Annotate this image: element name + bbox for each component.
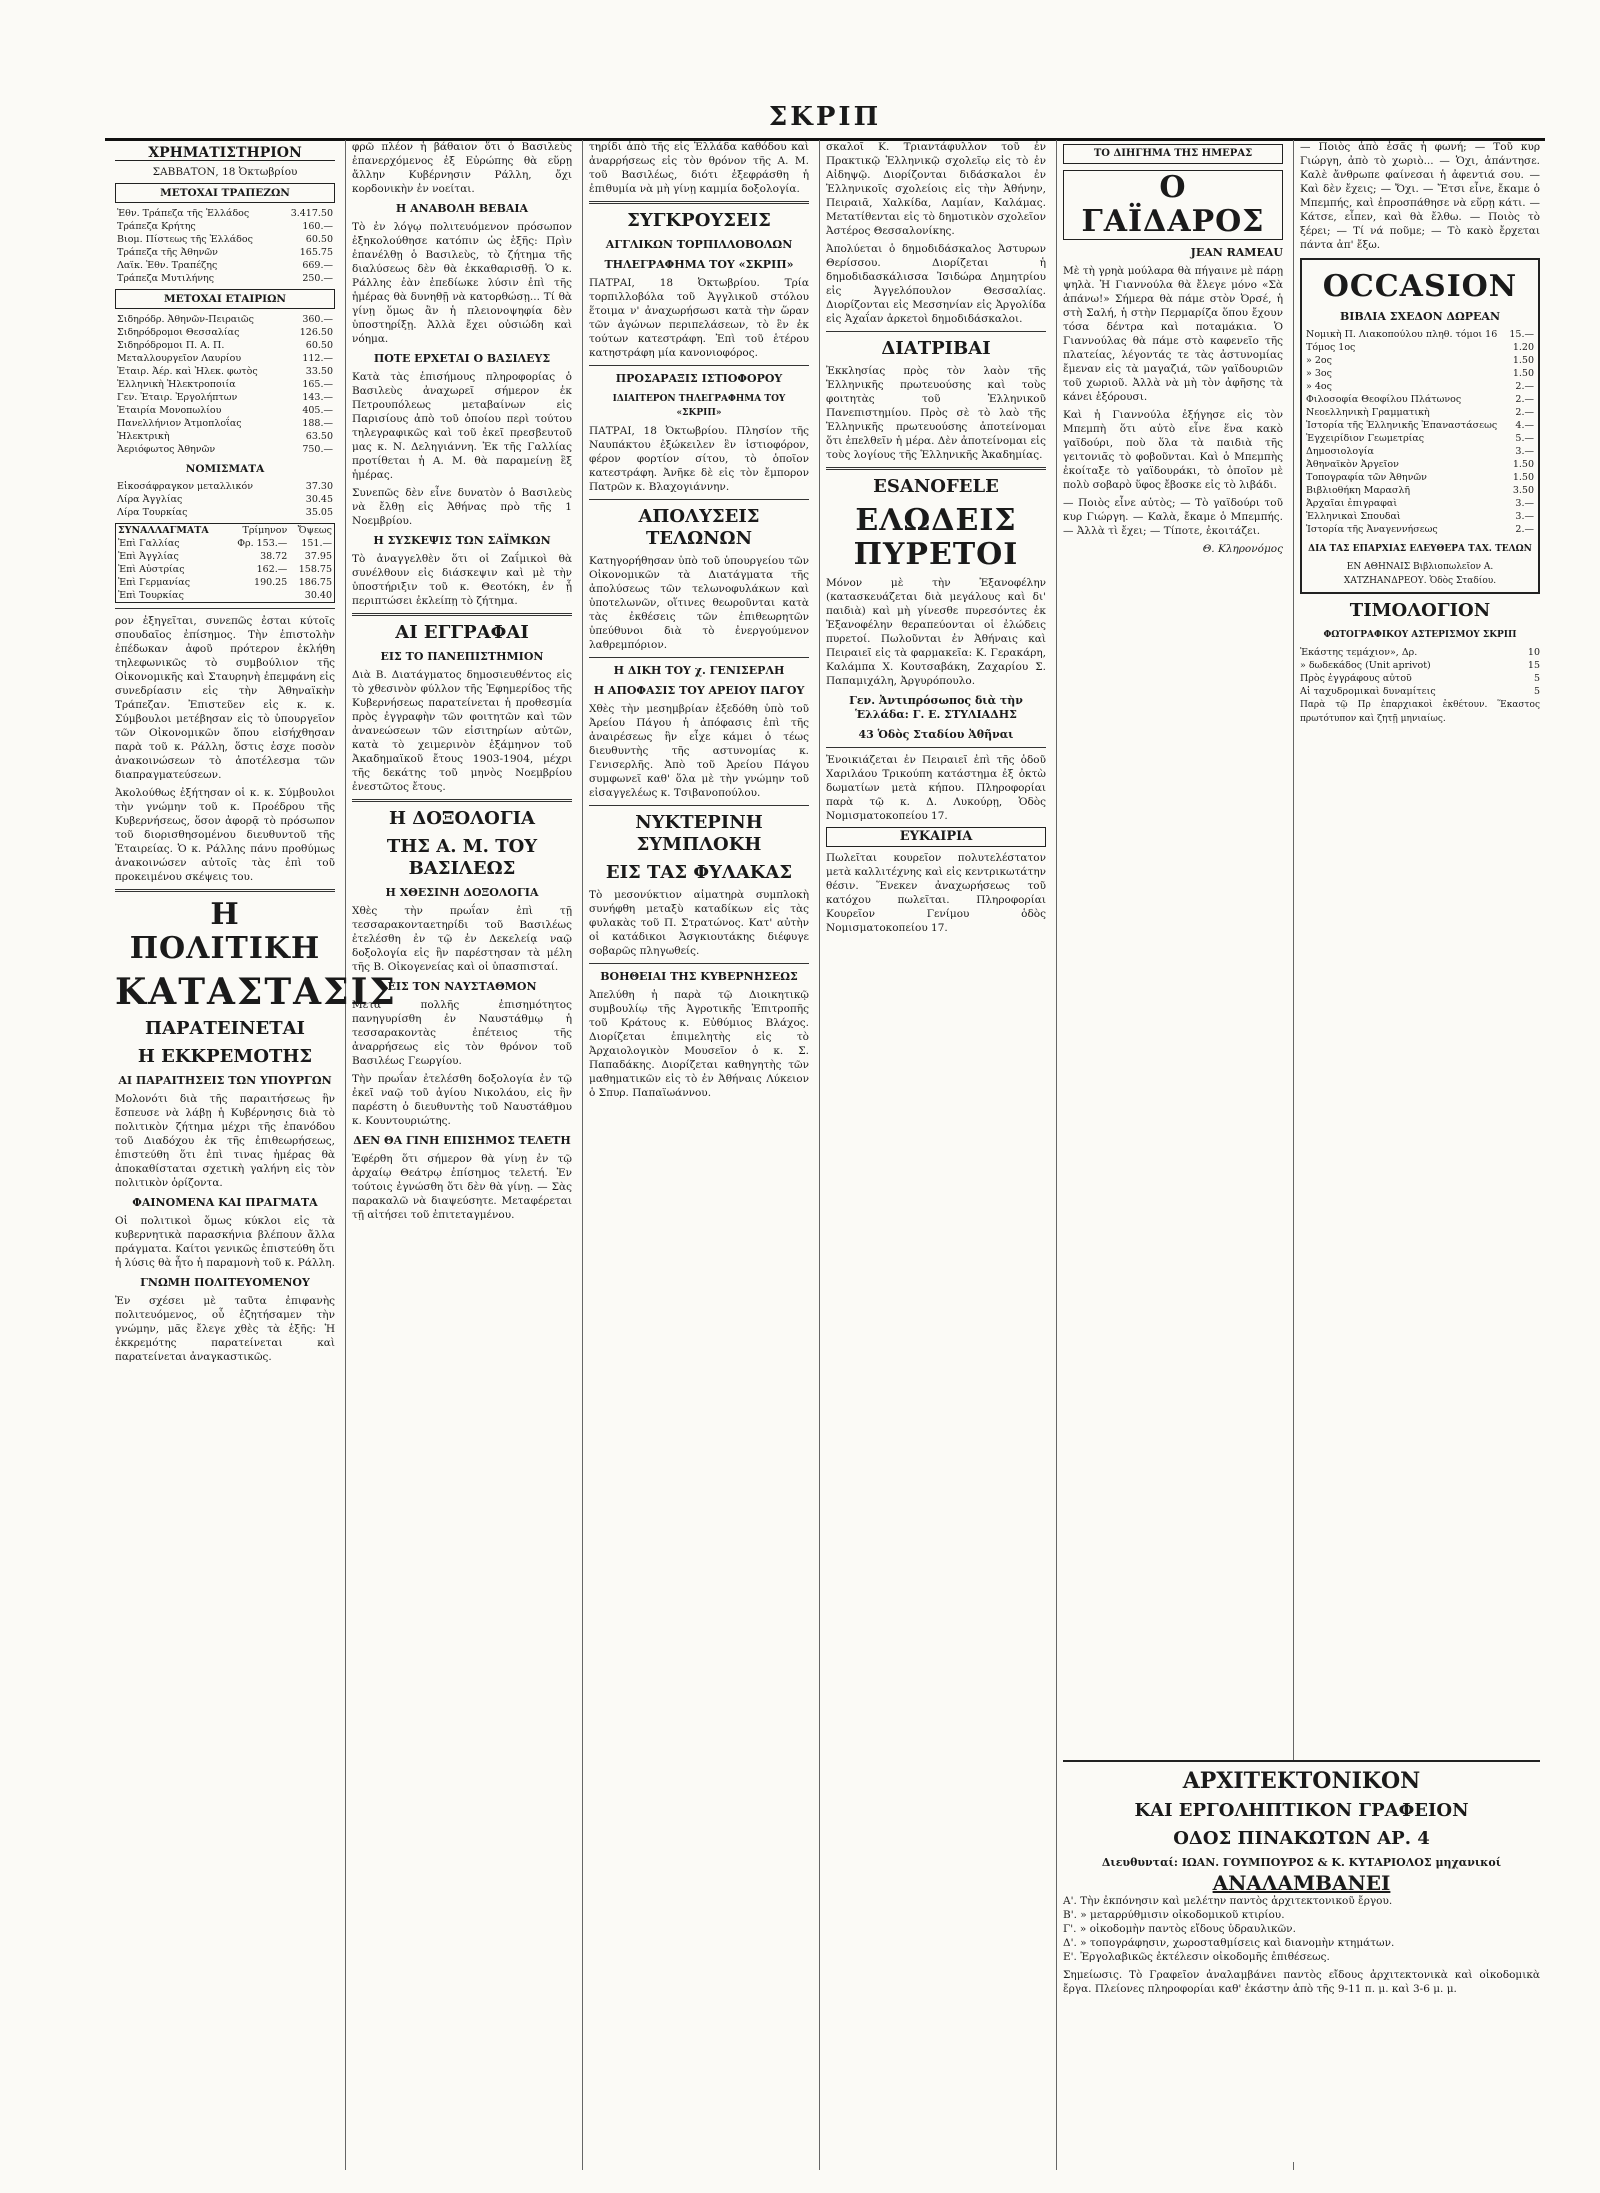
item-label: Ἱστορία τῆς Ἀναγεννήσεως — [1306, 524, 1438, 535]
books-seller: ΕΝ ΑΘΗΝΑΙΣ Βιβλιοπωλεῖον Α. ΧΑΤΖΗΑΝΔΡΕΟΥ. Ὁδὸς Σταδίου. — [1343, 562, 1497, 586]
row-label: Τράπεζα τῆς Ἀθηνῶν — [117, 247, 218, 258]
book-row — [1306, 354, 1534, 367]
occasion-heading: OCCASION — [1322, 269, 1518, 304]
story-signature: Θ. Κληρονόμος — [1202, 543, 1283, 555]
row-value: 405.— — [302, 405, 333, 416]
row-value: 37.30 — [305, 481, 333, 492]
navy-heading: ΕΙΣ ΤΟΝ ΝΑΥΣΤΑΘΜΟΝ — [387, 980, 537, 993]
item-price: 3.— — [1515, 498, 1534, 509]
story-author: JEAN RAMEAU — [1190, 246, 1283, 259]
books-list — [1306, 328, 1534, 536]
postponement-heading: Η ΑΝΑΒΟΛΗ ΒΕΒΑΙΑ — [395, 202, 529, 215]
arch-services-list — [1063, 1894, 1540, 1964]
row-value: 38.72 — [260, 551, 288, 562]
row-value: 750.— — [302, 444, 333, 455]
fx-table — [115, 523, 335, 603]
coins-table — [115, 480, 335, 519]
company-shares-table — [115, 313, 335, 456]
coin-row — [115, 480, 335, 493]
company-share-row — [115, 313, 335, 326]
coin-row — [115, 506, 335, 519]
divider — [826, 331, 1046, 332]
article-text: Οἱ πολιτικοὶ ὅμως κύκλοι εἰς τὰ κυβερνητικὰ παρασκήνια βλέπουν ἄλλα πράγματα. Καίτοι γενικῶς ἐπιστεύθη ὅτι ἡ λύσις θὰ ἦτο ἡ παραμονὴ τοῦ κ. Ράλλη. — [115, 1215, 335, 1269]
item-label: Νεοελληνικὴ Γραμματικὴ — [1306, 407, 1430, 418]
clash-heading-1: ΣΥΓΚΡΟΥΣΕΙΣ — [627, 210, 771, 231]
article-text: Τὴν πρωΐαν ἐτελέσθη δοξολογία ἐν τῷ ἐκεῖ ναῷ τοῦ ἁγίου Νικολάου, εἰς ἣν παρέστη ὁ διευθυντὴς τοῦ Ναυστάθμου κ. Κουντουριώτης. — [352, 1073, 572, 1127]
row-value: 60.50 — [305, 340, 333, 351]
item-price: 2.— — [1515, 394, 1534, 405]
assist-heading: ΒΟΗΘΕΙΑΙ ΤΗΣ ΚΥΒΕΡΝΗΣΕΩΣ — [600, 970, 798, 983]
bank-share-row — [115, 233, 335, 246]
divider — [589, 657, 809, 658]
divider — [352, 613, 572, 616]
item-label: Ἀθηναϊκὸν Ἀργεῖον — [1306, 459, 1399, 470]
divider — [589, 201, 809, 204]
item-price: 3.50 — [1512, 485, 1534, 496]
row-value: 186.75 — [298, 577, 332, 588]
item-label: Ἱστορία τῆς Ἑλληνικῆς Ἐπαναστάσεως — [1306, 420, 1498, 431]
stock-date: ΣΑΒΒΑΤΟΝ, 18 Ὀκτωβρίου — [152, 166, 298, 178]
book-row — [1306, 328, 1534, 341]
row-label: Λίρα Ἀγγλίας — [117, 494, 183, 505]
arch-service-item: Γ'. » οἰκοδομὴν παντὸς εἴδους ὑδραυλικῶν. — [1063, 1923, 1296, 1935]
row-label: Ἐταιρ. Ἀέρ. καὶ Ἠλεκ. φωτὸς — [117, 366, 258, 377]
item-price: 15 — [1527, 660, 1540, 671]
arch-heading-1: ΑΡΧΙΤΕΚΤΟΝΙΚΟΝ — [1182, 1768, 1421, 1794]
arch-service-item: Δ'. » τοπογράφησιν, χωροσταθμίσεις καὶ διανομὴν κτημάτων. — [1063, 1937, 1395, 1949]
divider — [589, 499, 809, 500]
column-rule — [582, 140, 583, 2170]
opinion-heading: ΓΝΩΜΗ ΠΟΛΙΤΕΥΟΜΕΝΟΥ — [140, 1276, 310, 1289]
politics-headline-1: Η ΠΟΛΙΤΙΚΗ — [129, 897, 321, 966]
row-value: 188.— — [302, 418, 333, 429]
ceremony-heading: ΔΕΝ ΘΑ ΓΙΝΗ ΕΠΙΣΗΜΟΣ ΤΕΛΕΤΗ — [353, 1134, 571, 1147]
item-label: Φιλοσοφία Θεοφίλου Πλάτωνος — [1306, 394, 1462, 405]
article-text: Συνεπῶς δὲν εἶνε δυνατὸν ὁ Βασιλεὺς νὰ ἔλθῃ εἰς Ἀθήνας πρὸ τῆς 1 Νοεμβρίου. — [352, 487, 572, 527]
row-label: Λίρα Τουρκίας — [117, 507, 188, 518]
book-row — [1306, 510, 1534, 523]
row-value: 360.— — [302, 314, 333, 325]
book-row — [1306, 523, 1534, 536]
row-label: Σιδηρόδρομοι Π. Α. Π. — [117, 340, 225, 351]
item-price: 5 — [1533, 673, 1540, 684]
article-text: ΠΑΤΡΑΙ, 18 Ὀκτωβρίου. Τρία τορπιλλοβόλα τοῦ Ἀγγλικοῦ στόλου ἕτοιμα ν' ἀναχωρήσωσι κατὰ τὴν ὥραν τῶν ἀγώνων περιπελάσεων, τὸ ἓν ἐκ τούτων κατεστράφη. Ἐπὶ τοῦ ἑτέρου κατηστράφη μία κανονιοφόρος. — [589, 277, 809, 359]
story-text: — Ποιὸς εἶνε αὐτὸς; — Τὸ γαϊδούρι τοῦ κυρ Γιώργη. — Καλὰ, ἔκαμε ὁ Μπεμπής. — Ἀλλὰ τὶ ἔχει; — Τίποτε, ἐκοιτάζει. — [1063, 497, 1283, 537]
item-label: Τόμος 1ος — [1306, 342, 1356, 353]
feast-heading-1: Η ΔΟΞΟΛΟΓΙΑ — [388, 808, 536, 829]
company-shares-title: ΜΕΤΟΧΑΙ ΕΤΑΙΡΙΩΝ — [115, 289, 335, 309]
item-price: 4.— — [1515, 420, 1534, 431]
ad-text: Ἐνοικιάζεται ἐν Πειραιεῖ ἐπὶ τῆς ὁδοῦ Χαριλάου Τρικούπη κατάστημα ἐξ ὀκτὼ δωματίων μετὰ κήπου. Πληροφορίαι παρὰ τῷ κ. Δ. Λυκούρῃ, Ὁδὸς Νομισματοκοπείου 17. — [826, 754, 1046, 822]
article-text: ΠΑΤΡΑΙ, 18 Ὀκτωβρίου. Πλησίον τῆς Ναυπάκτου ἐξώκειλεν ἓν ἱστιοφόρον, φέρον φορτίον σίτου, τὸ ὁποῖον κατεστράφη. Ἀνῆκε δὲ εἰς τὸν ἔμπορον Πατρῶν κ. Βλαχογιάννην. — [589, 425, 809, 493]
row-value: 126.50 — [299, 327, 333, 338]
divider — [115, 608, 335, 609]
row-value: 151.— — [301, 538, 332, 549]
phenomena-heading: ΦΑΙΝΟΜΕΝΑ ΚΑΙ ΠΡΑΓΜΑΤΑ — [132, 1196, 318, 1209]
university-heading-1: ΑΙ ΕΓΓΡΑΦΑΙ — [395, 622, 529, 643]
article-text: Ἐφέρθη ὅτι σήμερον θὰ γίνῃ ἐν τῷ ἀρχαίῳ Θεάτρῳ ἐπίσημος τελετή. Ἐν τούτοις ἐγνώσθη ὅτι δὲν θὰ γίνῃ. — Σὰς παρακαλῶ νὰ διαψεύσητε. Μεταφέρεται τῇ αἰτήσει τοῦ ἐπιτεταγμένου. — [352, 1153, 572, 1221]
item-price: 1.20 — [1512, 342, 1534, 353]
books-note: ΔΙΑ ΤΑΣ ΕΠΑΡΧΙΑΣ ΕΛΕΥΘΕΡΑ ΤΑΧ. ΤΕΛΩΝ — [1308, 544, 1532, 554]
politics-subhead-2: Η ΕΚΚΡΕΜΟΤΗΣ — [137, 1046, 313, 1067]
bank-shares-title: ΜΕΤΟΧΑΙ ΤΡΑΠΕΖΩΝ — [115, 183, 335, 203]
row-label: Τράπεζα Κρήτης — [117, 221, 196, 232]
row-label: Μεταλλουργεῖον Λαυρίου — [117, 353, 242, 364]
fever-agent: Γεν. Ἀντιπρόσωπος διὰ τὴν Ἑλλάδα: Γ. Ε. ΣΤΥΛΙΑΔΗΣ — [849, 694, 1023, 721]
item-label: Αἱ ταχυδρομικαὶ δυναμίτεις — [1300, 686, 1436, 697]
company-share-row — [115, 378, 335, 391]
column-3 — [589, 140, 809, 2170]
row-value: 63.50 — [305, 431, 333, 442]
tariff-row — [1300, 659, 1540, 672]
article-text: ρον ἐξηγεῖται, συνεπῶς ἐσται κύτοῖς σπουδαῖος ἐπίσημος. Τὴν ἐπιστολὴν ἐπέδωκαν ἀφοῦ πρότερον ἐκλήθη τηλεφωνικῶς τὸ συμβούλιον τῆς Οἰκονομικῆς καὶ Σταυρηνὴ ἐπεμφάνη εἰς συνεδρίασιν εἰς τὴν Ἀθηναϊκὴν Τράπεζαν. Ἐπιστεῦεν εἰς κ. κ. Σύμβουλοι μετέβησαν εἰς τὸ ὑπουργεῖον τῶν Οἰκονομικῶν ὅπου εἰσήχθησαν παρὰ τοῦ κ. Ράλλη, ὅστις ἐσχε ποσὸν ἀνακοινώσεων τὸ ἀποτέλεσμα τῶν διαπραγματεύσεων. — [115, 615, 335, 781]
book-row — [1306, 484, 1534, 497]
divider — [589, 365, 809, 366]
row-label: Εἰκοσάφραγκον μεταλλικόν — [117, 481, 253, 492]
item-label: Ἀρχαῖαι ἐπιγραφαὶ — [1306, 498, 1398, 509]
article-text: Διὰ Β. Διατάγματος δημοσιευθέντος εἰς τὸ χθεσινὸν φύλλον τῆς Ἐφημερίδος τῆς Κυβερνήσεως παρατείνεται ἡ προθεσμία πρὸς ἐγγραφὴν τῶν φοιτητῶν καὶ τῶν ἀνανεώσεων τῶν εἰσιτηρίων αὐτῶν, κατὰ τὸ χειμερινὸν ἑξάμηνον τοῦ Ἀκαδημαϊκοῦ ἔτους 1903-1904, μέχρι τῆς δεκάτης τοῦ μηνὸς Νοεμβρίου ἐνεστῶτος ἔτους. — [352, 669, 572, 793]
trial-heading-1: Η ΔΙΚΗ ΤΟΥ χ. ΓΕΝΙΣΕΡΛΗ — [613, 664, 785, 677]
article-text: σκαλοῖ Κ. Τριαντάφυλλον τοῦ ἐν Πρακτικῷ Ἑλληνικῷ σχολεῖῳ εἰς τὸ ἐν Αἰδηψῷ. Διορίζονται διδάσκαλοι ἐν Ἑλληνικοῖς σχολείοις εἰς τὴν Ἀθήνην, Πειραιᾶ, Χαλκίδα, Λαμίαν, Καλάμας. Μετατίθενται εἰς τὸ δημοτικὸν σχολεῖον Ἀστέρος Θεσσαλονίκης. — [826, 141, 1046, 237]
row-value: 33.50 — [305, 366, 333, 377]
item-price: 3.— — [1515, 446, 1534, 457]
story-text: — Ποιὸς ἀπὸ ἐσᾶς ἡ φωνή; — Τοῦ κυρ Γιώργη, ἀπὸ τὸ χωριὸ... — Ὁχι, ἀπάντησε. Καλὲ ἄνθρωπε φαίνεσαι ἡ ἀφεντιά σου. — Καὶ δὲν ἔχεις; — Ὄχι. — Ἔτσι εἶνε, ἔκαμε ὁ Μπεμπής, καὶ ἐπροσπάθησε νὰ εὕρῃ κάτι. — Κάτσε, εἶπεν, καὶ θὰ ἔλθω. — Ποιὸς τὸ ξέρει; — Τί νά ποῦμε; — Τὸ κακὸ ἔρχεται πάντα ἀπ' ἔξω. — [1300, 141, 1540, 251]
book-row — [1306, 445, 1534, 458]
ad-text: Πωλεῖται κουρεῖον πολυτελέστατον μετὰ καλλιτέχνης καὶ εἰς κεντρικωτάτην θέσιν. Ἕνεκεν ἀναχωρήσεως τοῦ κατόχου πωλεῖται. Πληροφορίαι Κουρεῖον Γενίμου ὁδὸς Νομισματοκοπείου 17. — [826, 852, 1046, 934]
book-row — [1306, 393, 1534, 406]
article-text: Τὸ ἐν λόγῳ πολιτευόμενον πρόσωπον ἐξηκολούθησε κατόπιν ὡς ἑξῆς: Πρὶν ἐπανέλθῃ ὁ Βασιλεὺς, τὸ ζήτημα τῆς διαλύσεως δὲν θὰ ἐκκαθαρισθῇ. Ὁ κ. Ράλλης ἐὰν ἐπεδίωκε λύσιν ἐπὶ τῆς ἡμέρας θὰ δυνηθῇ νὰ κατορθώσῃ... Τί θὰ γίνῃ ὅμως ἂν ἡ πλειονοψηφία δὲν ὑποστηρίξῃ. Ἀλλὰ ἔχει οὐσιώδη καὶ νόημα. — [352, 221, 572, 345]
company-share-row — [115, 326, 335, 339]
clash-dateline: ΤΗΛΕΓΡΑΦΗΜΑ ΤΟΥ «ΣΚΡΙΠ» — [604, 258, 794, 271]
book-row — [1306, 497, 1534, 510]
night-heading-1: ΝΥΚΤΕΡΙΝΗ ΣΥΜΠΛΟΚΗ — [635, 812, 763, 855]
row-value: 112.— — [302, 353, 333, 364]
row-value: 162.— — [256, 564, 288, 575]
company-share-row — [115, 430, 335, 443]
company-share-row — [115, 443, 335, 456]
row-value: 3.417.50 — [290, 208, 333, 219]
divider — [589, 963, 809, 964]
item-label: Ἑλληνικαὶ Σπουδαὶ — [1306, 511, 1401, 522]
article-text: Ἐκκλησίας πρὸς τὸν λαὸν τῆς Ἑλληνικῆς πρωτευούσης καὶ τοὺς φοιτητὰς τοῦ Ἑλληνικοῦ Πανεπιστημίου. Πρὸς σὲ τὸ λαὸ τῆς Ἑλληνικῆς πρωτευούσης ἀποτείνομαι ὅτι ἐπελθεῖν ἡ μέρα. Δὲν ἀποτείνομαι εἰς τοὺς λογίους τῆς Ἑλληνικῆς Ἀκαδημίας. — [826, 365, 1046, 461]
article-text: Μολονότι διὰ τῆς παραιτήσεως ἣν ἔσπευσε νὰ λάβῃ ἡ Κυβέρνησις διὰ τὸ πολιτικὸν ζήτημα μέχρι τῆς ἐπανόδου τοῦ Διαδόχου ἐκ τῆς ἐπιθεωρήσεως, ἐπιστεύθη ὅτι ἐπὶ τινας ἡμέρας θὰ ἀποκαθίσταται σχετικὴ γαλήνη εἰς τὸν πολιτικὸν ὁρίζοντα. — [115, 1093, 335, 1189]
article-text: Χθὲς τὴν μεσημβρίαν ἐξεδόθη ὑπὸ τοῦ Ἀρείου Πάγου ἡ ἀπόφασις ἐπὶ τῆς ἀναιρέσεως ἣν εἶχε κάμει ὁ τέως διευθυντὴς τῆς αστυνομίας κ. Γενισερλῆς. Ἀπὸ τοῦ Ἀρείου Πάγου συμφωνεῖ καθ' ὅλα μὲ τὴν γνώμην τοῦ εἰσαγγελέως κ. Τσιβανοπούλου. — [589, 703, 809, 799]
council-heading: Η ΣΥΣΚΕΨΙΣ ΤΩΝ ΣΑΪΜΚΩΝ — [373, 534, 551, 547]
fx-row — [116, 550, 335, 563]
fever-heading: ΕΛΩΔΕΙΣ ΠΥΡΕΤΟΙ — [853, 503, 1019, 572]
item-label: » 4ος — [1306, 381, 1332, 392]
stock-exchange-heading: ΧΡΗΜΑΤΙΣΤΗΡΙΟΝ — [115, 146, 335, 161]
row-value: 35.05 — [305, 507, 333, 518]
item-price: 5 — [1533, 686, 1540, 697]
arch-note: Σημείωσις. Τὸ Γραφεῖον ἀναλαμβάνει παντὸς εἴδους ἀρχιτεκτονικὰ καὶ οἰκοδομικὰ ἔργα. Πλείονες πληροφορίαι καθ' ἑκάστην ἀπὸ τῆς 9-11 π. μ. καὶ 3-6 μ. μ. — [1063, 1969, 1540, 1995]
books-heading: ΒΙΒΛΙΑ ΣΧΕΔΟΝ ΔΩΡΕΑΝ — [1339, 310, 1501, 323]
arch-takes-on: ΑΝΑΛΑΜΒΑΝΕΙ — [1212, 1871, 1391, 1895]
tariff-list — [1300, 646, 1540, 698]
item-label: Βιβλιοθήκη Μαρασλῆ — [1306, 485, 1411, 496]
story-text: Καὶ ἡ Γιαννούλα ἐξήγησε εἰς τὸν Μπεμπὴ ὅτι αὐτὸ εἶνε ἕνα κακὸ γαϊδούρι, ποὺ ὅλα τὰ παιδιὰ τῆς γειτονιᾶς τὸ φοβοῦνται. Καὶ ὁ Μπεμπὴς ἐκοίταξε τὸ γαϊδουράκι, τὸ ὁποῖον μὲ πολὺ σοβαρὸ ὕφος ἔβοσκε εἰς τὸ λιβάδι. — [1063, 409, 1283, 491]
arch-directors: Διευθυνταί: ΙΩΑΝ. ΓΟΥΜΠΟΥΡΟΣ & Κ. ΚΥΤΑΡΙΟΛΟΣ μηχανικοί — [1101, 1856, 1502, 1869]
bank-share-row — [115, 246, 335, 259]
item-price: 1.50 — [1512, 355, 1534, 366]
row-value: 37.95 — [304, 551, 332, 562]
item-price: 2.— — [1515, 381, 1534, 392]
company-share-row — [115, 339, 335, 352]
item-label: Νομικὴ Π. Λιακοπούλου πληθ. τόμοι 16 — [1306, 329, 1498, 340]
tariff-row — [1300, 685, 1540, 698]
tariff-heading: ΤΙΜΟΛΟΓΙΟΝ — [1349, 600, 1491, 621]
arch-service-item: Α'. Τὴν ἐκπόνησιν καὶ μελέτην παντὸς ἀρχιτεκτονικοῦ ἔργου. — [1063, 1895, 1393, 1907]
column-rule — [819, 140, 820, 2170]
masthead — [105, 102, 1545, 132]
row-value — [226, 589, 289, 603]
book-row — [1306, 367, 1534, 380]
item-price: 3.— — [1515, 511, 1534, 522]
row-label: Ἐθν. Τράπεζα τῆς Ἑλλάδος — [117, 208, 250, 219]
fx-row — [116, 576, 335, 589]
row-label: Ἐπὶ Αὐστρίας — [118, 564, 185, 575]
row-label: Ἀεριόφωτος Ἀθηνῶν — [117, 444, 216, 455]
politics-small-head: ΑΙ ΠΑΡΑΙΤΗΣΕΙΣ ΤΩΝ ΥΠΟΥΡΓΩΝ — [118, 1074, 332, 1087]
row-value: 250.— — [302, 273, 333, 284]
article-text: Χθὲς τὴν πρωΐαν ἐπὶ τῇ τεσσαρακονταετηρίδι τοῦ Βασιλέως ἐτελέσθη ἐν τῷ ἐν Δεκελείᾳ ναῷ δοξολογία εἰς ἣν παρέστησαν τὰ μέλη τῆς Β. Οἰκογενείας καὶ οἱ ὑπασπισταί. — [352, 905, 572, 973]
fever-address: 43 Ὁδὸς Σταδίου Ἀθῆναι — [858, 728, 1014, 741]
row-value: 30.40 — [304, 590, 332, 601]
bank-share-row — [115, 272, 335, 285]
article-text: Ἀκολούθως ἐξήτησαν οἱ κ. κ. Σύμβουλοι τὴν γνώμην τοῦ κ. Προέδρου τῆς Κυβερνήσεως, ὅσον ἀφορᾷ τὸ πρόσωπον τοῦ διορισθησομένου διευθυντοῦ τῆς Ἐταιρείας. Ὁ κ. Ράλλης πάνυ προθύμως ἀνακοινώσεν αὐτοῖς τὰς ἐπὶ τοῦ προκειμένου σκέψεις του. — [115, 787, 335, 883]
arch-service-item: Β'. » μεταρρύθμισιν οἰκοδομικοῦ κτιρίου. — [1063, 1909, 1285, 1921]
column-4 — [826, 140, 1046, 2170]
feast-heading-2: ΤΗΣ Α. Μ. ΤΟΥ ΒΑΣΙΛΕΩΣ — [386, 836, 538, 879]
article-text: Τὸ ἀναγγελθὲν ὅτι οἱ Ζαΐμικοὶ θὰ συνέλθουν εἰς διάσκεψιν καὶ μὲ τὴν ὑποστήριξιν τοῦ κ. Θεοτόκη, ἐν ᾗ περιπτώσει ἐκλείπῃ τὸ ζήτημα. — [352, 553, 572, 607]
article-text: Τὸ μεσονύκτιον αἱματηρὰ συμπλοκὴ συνήφθη μεταξὺ καταδίκων εἰς τὰς φυλακὰς τοῦ Π. Στρατώνος. Κατ' αὐτὴν οἱ κατάδικοι Ἀσγκιουτάκης διέφυγε σοβαρῶς πληγωθείς. — [589, 889, 809, 957]
row-value: 143.— — [302, 392, 333, 403]
book-row — [1306, 341, 1534, 354]
row-label: Ἠλεκτρικὴ — [117, 431, 170, 442]
row-value: 190.25 — [254, 577, 288, 588]
article-text: Μετὰ πολλῆς ἐπισημότητος πανηγυρίσθη ἐν Ναυστάθμῳ ἡ τεσσαρακοντὰς ἐπέτειος τῆς ἀναρρήσεως εἰς τὸν θρόνον τοῦ Βασιλέως Γεωργίου. — [352, 999, 572, 1067]
item-price: 2.— — [1515, 407, 1534, 418]
article-text: φρῶ πλέον ἡ βάθαιον ὅτι ὁ Βασιλεὺς ἐπανερχόμενος ἐξ Εὐρώπης θὰ εὕρῃ ἄλλην Κυβέρνησιν Ράλλη, ὄχι κορδονικὴν ἐν νοείται. — [352, 141, 572, 195]
item-label: » δωδεκάδος (Unit aprivot) — [1300, 660, 1431, 671]
item-label: Τοπογραφία τῶν Ἀθηνῶν — [1306, 472, 1427, 483]
opportunity-heading: ΕΥΚΑΙΡΙΑ — [826, 827, 1046, 847]
row-label: Σιδηρόδρ. Ἀθηνῶν-Πειραιῶς — [117, 314, 255, 325]
item-label: Πρὸς ἐγγράφους αὐτοῦ — [1300, 673, 1412, 684]
king-return-heading: ΠΟΤΕ ΕΡΧΕΤΑΙ Ο ΒΑΣΙΛΕΥΣ — [373, 352, 551, 365]
row-value: 669.— — [302, 260, 333, 271]
divider — [352, 799, 572, 802]
night-heading-2: ΕΙΣ ΤΑΣ ΦΥΛΑΚΑΣ — [605, 862, 793, 883]
debate-heading: ΔΙΑΤΡΙΒΑΙ — [881, 338, 991, 359]
item-price: 15.— — [1509, 329, 1534, 340]
article-text: Κατηγορήθησαν ὑπὸ τοῦ ὑπουργείου τῶν Οἰκονομικῶν τὰ Διατάγματα τῆς ἀπολύσεως τῶν τελωνοφυλάκων καὶ ὑποτελωνῶν, οἵτινες θεωροῦνται κατὰ τὰς ἐκθέσεις τῶν ἐπιθεωρητῶν ὑπεύθυνοι διὰ τὸ ἐνεργούμενον λαθρεμπόριον. — [589, 555, 809, 651]
item-label: » 2ος — [1306, 355, 1332, 366]
arch-service-item: Ε'. Ἐργολαβικῶς ἐκτέλεσιν οἰκοδομῆς ἐπιθέσεως. — [1063, 1951, 1330, 1963]
company-share-row — [115, 417, 335, 430]
coins-title: ΝΟΜΙΣΜΑΤΑ — [185, 463, 265, 475]
row-label: Λαϊκ. Ἐθν. Τραπέζης — [117, 260, 218, 271]
column-1 — [115, 140, 397, 2170]
row-label: Γεν. Ἐταιρ. Ἐργολήπτων — [117, 392, 238, 403]
row-value: 60.50 — [305, 234, 333, 245]
fx-row — [116, 537, 335, 550]
esanofele-heading: ESANOFELE — [873, 476, 999, 497]
fx-header-sight: Ὄψεως — [297, 525, 332, 536]
row-value: 165.— — [302, 379, 333, 390]
fx-title: ΣΥΝΑΛΛΑΓΜΑΤΑ — [118, 525, 209, 536]
tariff-subheading: ΦΩΤΟΓΡΑΦΙΚΟΥ ΑΣΤΕΡΙΣΜΟΥ ΣΚΡΙΠ — [1323, 630, 1517, 640]
column-rule — [1056, 140, 1057, 2170]
feast-heading-3: Η ΧΘΕΣΙΝΗ ΔΟΞΟΛΟΓΙΑ — [385, 886, 539, 899]
ad-text: Μόνον μὲ τὴν Ἐξανοφέλην (κατασκευάζεται διὰ μεγάλους καὶ δι' παιδιὰ) καὶ μὴ γίνεσθε πυρεσόντες ἐκ Ἐξανοφέλην θεραπεύονται οἱ ἐλώδεις πυρετοί. Πωλοῦνται ἐν Ἀθήναις καὶ Πειραιεῖ εἰς τὰ φαρμακεῖα: Κ. Γερακάρη, Καλάμπα Χ. Κουτσαβάκη, Ζαχαρίου Σ. Παπαμιχάλη, Ἀργυρόπουλο. — [826, 577, 1046, 687]
trial-heading-2: Η ΑΠΟΦΑΣΙΣ ΤΟΥ ΑΡΕΙΟΥ ΠΑΓΟΥ — [593, 684, 805, 697]
book-row — [1306, 419, 1534, 432]
item-price: 2.— — [1515, 524, 1534, 535]
row-value: 160.— — [302, 221, 333, 232]
row-label: Σιδηρόδρομοι Θεσσαλίας — [117, 327, 240, 338]
occasion-ad — [1300, 258, 1540, 594]
divider — [826, 467, 1046, 470]
row-label: Ἐπὶ Γερμανίας — [118, 577, 191, 588]
item-price: 5.— — [1515, 433, 1534, 444]
article-text: τηρίδι ἀπὸ τῆς εἰς Ἑλλάδα καθόδου καὶ ἀναρρήσεως εἰς τὸν θρόνον τῆς Α. Μ. τοῦ Βασιλέως, διότι ἐξεφράσθη ἡ ἐπιθυμία νὰ μὴ γίνῃ καμμία δοξολογία. — [589, 141, 809, 195]
bank-shares-table — [115, 207, 335, 285]
arch-address: ΟΔΟΣ ΠΙΝΑΚΩΤΩΝ ΑΡ. 4 — [1173, 1828, 1430, 1849]
row-value: 165.75 — [299, 247, 333, 258]
bank-share-row — [115, 259, 335, 272]
tariff-note: Παρὰ τῷ Πρ ἐπαρχιακοὶ ἐκθέτουν. Ἕκαστος πρωτότυπον καὶ ζητῇ μηνιαίως. — [1300, 700, 1540, 724]
company-share-row — [115, 391, 335, 404]
item-label: Ἐκάστης τεμάχιον», Δρ. — [1300, 647, 1418, 658]
boat-dateline: ΙΔΙΑΙΤΕΡΟΝ ΤΗΛΕΓΡΑΦΗΜΑ ΤΟΥ «ΣΚΡΙΠ» — [612, 394, 786, 418]
architecture-ad — [1063, 1760, 1540, 2162]
row-value: 158.75 — [298, 564, 332, 575]
row-label: Ἐπὶ Ἀγγλίας — [118, 551, 179, 562]
tariff-row — [1300, 646, 1540, 659]
article-text: Ἐν σχέσει μὲ ταῦτα ἐπιφανὴς πολιτευόμενος, οὗ ἐζητήσαμεν τὴν γνώμην, μᾶς ἔλεγε χθὲς τὰ ἑξῆς: Ἡ ἐκκρεμότης παρατείνεται καὶ παρατείνεται ἀναγκαστικῶς. — [115, 1295, 335, 1363]
article-text: Ἀπολύεται ὁ δημοδιδάσκαλος Ἀστυρων Θερίσσου. Διορίζεται ἡ δημοδιδασκάλισσα Ἰσιδώρα Δημητρίου εἰς Ἀγγελόπουλον Θεσσαλίας. Διορίζονται εἰς Μεσσηνίαν εἰς Ἀργολίδα εἰς Ἀχαΐαν ἀρκετοὶ δημοδιδάσκαλοι. — [826, 243, 1046, 325]
row-label: Βιομ. Πίστεως τῆς Ἑλλάδος — [117, 234, 253, 245]
tariff-row — [1300, 672, 1540, 685]
item-price: 10 — [1527, 647, 1540, 658]
book-row — [1306, 432, 1534, 445]
book-row — [1306, 380, 1534, 393]
boat-heading: ΠΡΟΣΑΡΑΞΙΣ ΙΣΤΙΟΦΟΡΟΥ — [615, 372, 783, 385]
divider — [589, 805, 809, 806]
company-share-row — [115, 365, 335, 378]
book-row — [1306, 471, 1534, 484]
item-label: Ἐγχειρίδιον Γεωμετρίας — [1306, 433, 1425, 444]
politics-subhead-1: ΠΑΡΑΤΕΙΝΕΤΑΙ — [145, 1018, 305, 1039]
column-2 — [352, 140, 572, 2170]
item-label: Δημοσιολογία — [1306, 446, 1374, 457]
coin-row — [115, 493, 335, 506]
item-label: » 3ος — [1306, 368, 1332, 379]
item-price: 1.50 — [1512, 459, 1534, 470]
row-label: Ἐταιρία Μονοπωλίου — [117, 405, 222, 416]
story-title: Ο ΓΑΪΔΑΡΟΣ — [1063, 170, 1283, 240]
row-label: Ἐπὶ Τουρκίας — [118, 590, 184, 601]
university-heading-2: ΕΙΣ ΤΟ ΠΑΝΕΠΙΣΤΗΜΙΟΝ — [380, 650, 544, 663]
divider — [826, 747, 1046, 748]
article-text: Κατὰ τὰς ἐπισήμους πληροφορίας ὁ Βασιλεὺς ἀναχωρεῖ σήμερον ἐκ Πετρουπόλεως μεταβαίνων εἰς Παρισίους ἀπὸ τοῦ ὁποίου περὶ τούτου τηλεγραφικῶς καὶ τοῦ ἐκεῖ πρεσβευτοῦ μας κ. Ν. Δεληγιάννη. Ἐκ τῆς Γαλλίας προτίθεται ἡ Α. Μ. θὰ παραμείνῃ ἓξ ἡμέρας. — [352, 371, 572, 481]
row-label: Ἐπὶ Γαλλίας — [118, 538, 180, 549]
article-text: Ἀπελύθη ἡ παρὰ τῷ Διοικητικῷ συμβουλίῳ τῆς Ἀγροτικῆς Ἐπιτροπῆς τοῦ Κράτους κ. Εὐθύμιος Βλάχος. Διορίζεται ἐπιμελητὴς εἰς τὸ Ἀρχαιολογικὸν Μουσεῖον ὁ κ. Σ. Παπαδάκης. Διορίζεται καθηγητὴς τῶν μαθηματικῶν εἰς τὸ ἐν Ἀθήναις Λύκειον ὁ Σπυρ. Παπαϊωάννου. — [589, 989, 809, 1099]
item-price: 1.50 — [1512, 472, 1534, 483]
fx-row — [116, 589, 335, 603]
row-value: Φρ. 153.— — [237, 538, 288, 549]
fx-header-3m: Τρίμηνον — [242, 525, 288, 536]
company-share-row — [115, 404, 335, 417]
divider — [115, 889, 335, 892]
bank-share-row — [115, 207, 335, 220]
arch-heading-2: ΚΑΙ ΕΡΓΟΛΗΠΤΙΚΟΝ ΓΡΑΦΕΙΟΝ — [1134, 1800, 1469, 1821]
column-rule — [345, 140, 346, 2170]
row-label: Ἑλληνικὴ Ἠλεκτροποιία — [117, 379, 236, 390]
row-value: 30.45 — [305, 494, 333, 505]
bank-share-row — [115, 220, 335, 233]
book-row — [1306, 458, 1534, 471]
fx-row — [116, 563, 335, 576]
row-label: Τράπεζα Μυτιλήνης — [117, 273, 215, 284]
clash-heading-2: ΑΓΓΛΙΚΩΝ ΤΟΡΠΙΛΛΟΒΟΛΩΝ — [605, 238, 793, 251]
company-share-row — [115, 352, 335, 365]
book-row — [1306, 406, 1534, 419]
story-label: ΤΟ ΔΙΗΓΗΜΑ ΤΗΣ ΗΜΕΡΑΣ — [1063, 144, 1283, 164]
story-text: Μὲ τὴ γρηὰ μούλαρα θὰ πήγαινε μὲ πάρῃ ψηλὰ. Ἡ Γιαννούλα θὰ ἔλεγε μόνο «Σὰ ἀπάνω!» Σήμερα θὰ πάμε στὸν Ὀρσέ, ἡ στὴ Σαλή, ἡ στὴν Περμαρίζα ὅπου ἔχουν τόσα δέντρα καὶ ποταμάκια. Ὁ Γιαννούλας θὰ πάμε στὸ καφενεῖο τῆς πλατείας, λέγοντάς τε τὰς ἀστυνομίας ἔμεναν εἰς τὰ μαγαζιά, τῶν γαϊδουριῶν τοῦ χωριοῦ. Ἀλλὰ νὰ μὴ τὸν ἀφῆσης τὰ κάνει ἐξόρουσι. — [1063, 265, 1283, 403]
item-price: 1.50 — [1512, 368, 1534, 379]
dismissal-heading: ΑΠΟΛΥΣΕΙΣ ΤΕΛΩΝΩΝ — [638, 506, 760, 549]
row-label: Πανελλήνιον Ἀτμοπλοΐας — [117, 418, 242, 429]
newspaper-title: ΣΚΡΙΠ — [768, 102, 882, 132]
politics-headline-2: ΚΑΤΑΣΤΑΣΙΣ — [115, 971, 397, 1013]
